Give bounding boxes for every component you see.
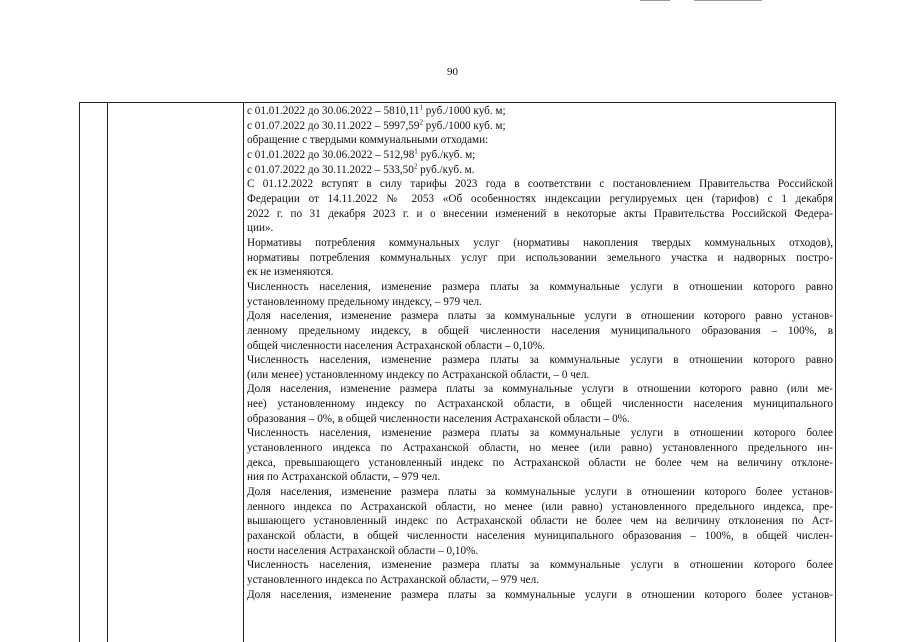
- rate-unit: руб./1000 куб. м;: [422, 119, 506, 132]
- text-line: нормативы потребления коммунальных услуг при использовании земельного участка и надворных постро-: [247, 251, 833, 264]
- tariff-rate-line: [247, 148, 833, 163]
- text-line: (или менее) установленному индексу по Астраханской области, – 0 чел.: [247, 368, 590, 381]
- header-rule-long: [694, 0, 762, 1]
- column-divider-1: [107, 103, 108, 642]
- page-number: 90: [447, 66, 458, 78]
- header-rule-short: [640, 0, 670, 1]
- rate-text: обращение с твердыми коммунальными отходами:: [247, 134, 489, 147]
- text-line: ции».: [247, 222, 274, 235]
- text-line: Нормативы потребления коммунальных услуг (нормативы накопления твердых коммунальных отходов),: [247, 236, 833, 249]
- column-divider-2: [243, 103, 244, 642]
- tariff-rate-lines: [247, 104, 833, 177]
- text-line: Численность населения, изменение размера платы за коммунальные услуги в отношении которого более: [247, 427, 833, 440]
- text-line: образования – 0%, в общей численности населения Астраханской области – 0%.: [247, 412, 630, 425]
- document-body-text: [247, 177, 833, 602]
- text-line: 2022 г. по 31 декабря 2023 г. и о внесении изменений в некоторые акты Правительства Российской Федера-: [247, 207, 833, 220]
- footnote-marker: 1: [419, 103, 423, 112]
- text-line: установленному предельному индексу, – 979 чел.: [247, 295, 482, 308]
- rate-unit: руб./куб. м;: [417, 148, 476, 161]
- rate-unit: руб./куб. м.: [417, 163, 475, 176]
- text-line: общей численности населения Астраханской области – 0,10%.: [247, 339, 545, 352]
- text-line: Численность населения, изменение размера платы за коммунальные услуги в отношении которого равно: [247, 354, 833, 367]
- rate-text: с 01.07.2022 до 30.11.2022 – 5997,59: [247, 119, 420, 132]
- text-line: раханской области, в общей численности населения муниципального образования – 100%, в общей числен-: [247, 530, 833, 543]
- footnote-marker: 1: [414, 147, 418, 156]
- text-line: ности населения Астраханской области – 0,10%.: [247, 544, 479, 557]
- table-text-cell: [247, 104, 833, 602]
- text-line: Федерации от 14.11.2022 № 2053 «Об особенностях индексации регулируемых цен (тарифов) с 1 декабря: [247, 192, 833, 205]
- text-line: нее) установленному индексу по Астраханской области, в общей численности населения муниципального: [247, 398, 833, 411]
- text-line: установленного индекса по Астраханской области, – 979 чел.: [247, 574, 540, 586]
- tariff-rate-line: [247, 163, 833, 178]
- rate-text: с 01.01.2022 до 30.06.2022 – 5810,11: [247, 105, 420, 117]
- tariff-rate-line: [247, 133, 833, 148]
- text-line: Доля населения, изменение размера платы за коммунальные услуги в отношении которого более установ-: [247, 486, 833, 499]
- text-line: Доля населения, изменение размера платы за коммунальные услуги в отношении которого более установ-: [247, 588, 833, 601]
- text-line: вышающего установленный индекс по Астраханской области не более чем на величину отклонения по Аст-: [247, 515, 833, 528]
- text-line: ленному предельному индексу, в общей численности населения муниципального образования – 100%, в: [247, 324, 833, 337]
- tariff-rate-line: [247, 104, 833, 119]
- text-line: Численность населения, изменение размера платы за коммунальные услуги в отношении которого более: [247, 559, 833, 572]
- text-line: Доля населения, изменение размера платы за коммунальные услуги в отношении которого равно установ-: [247, 310, 833, 323]
- text-line: С 01.12.2022 вступят в силу тарифы 2023 года в соответствии с постановлением Правительства Российской: [247, 178, 833, 191]
- rate-text: с 01.01.2022 до 30.06.2022 – 512,98: [247, 148, 415, 161]
- text-line: Численность населения, изменение размера платы за коммунальные услуги в отношении которого равно: [247, 280, 833, 293]
- footnote-marker: 2: [413, 161, 418, 170]
- text-line: ленного индекса по Астраханской области, но менее (или равно) установленного предельного индекса, пре-: [247, 500, 833, 513]
- footnote-marker: 2: [419, 117, 423, 126]
- text-line: установленного индекса по Астраханской области, но менее (или равно) установленного предельного ин-: [247, 442, 833, 455]
- rate-text: с 01.07.2022 до 30.11.2022 – 533,50: [247, 163, 414, 176]
- rate-unit: руб./1000 куб. м;: [422, 105, 506, 117]
- text-line: декса, превышающего установленный индекс по Астраханской области не более чем на величину отклоне-: [247, 456, 833, 469]
- text-line: Доля населения, изменение размера платы за коммунальные услуги в отношении которого равно (или ме-: [247, 383, 833, 396]
- tariff-rate-line: [247, 119, 833, 134]
- text-line: ния по Астраханской области, – 979 чел.: [247, 471, 441, 484]
- document-table: [79, 102, 836, 642]
- text-line: ек не изменяются.: [247, 266, 334, 279]
